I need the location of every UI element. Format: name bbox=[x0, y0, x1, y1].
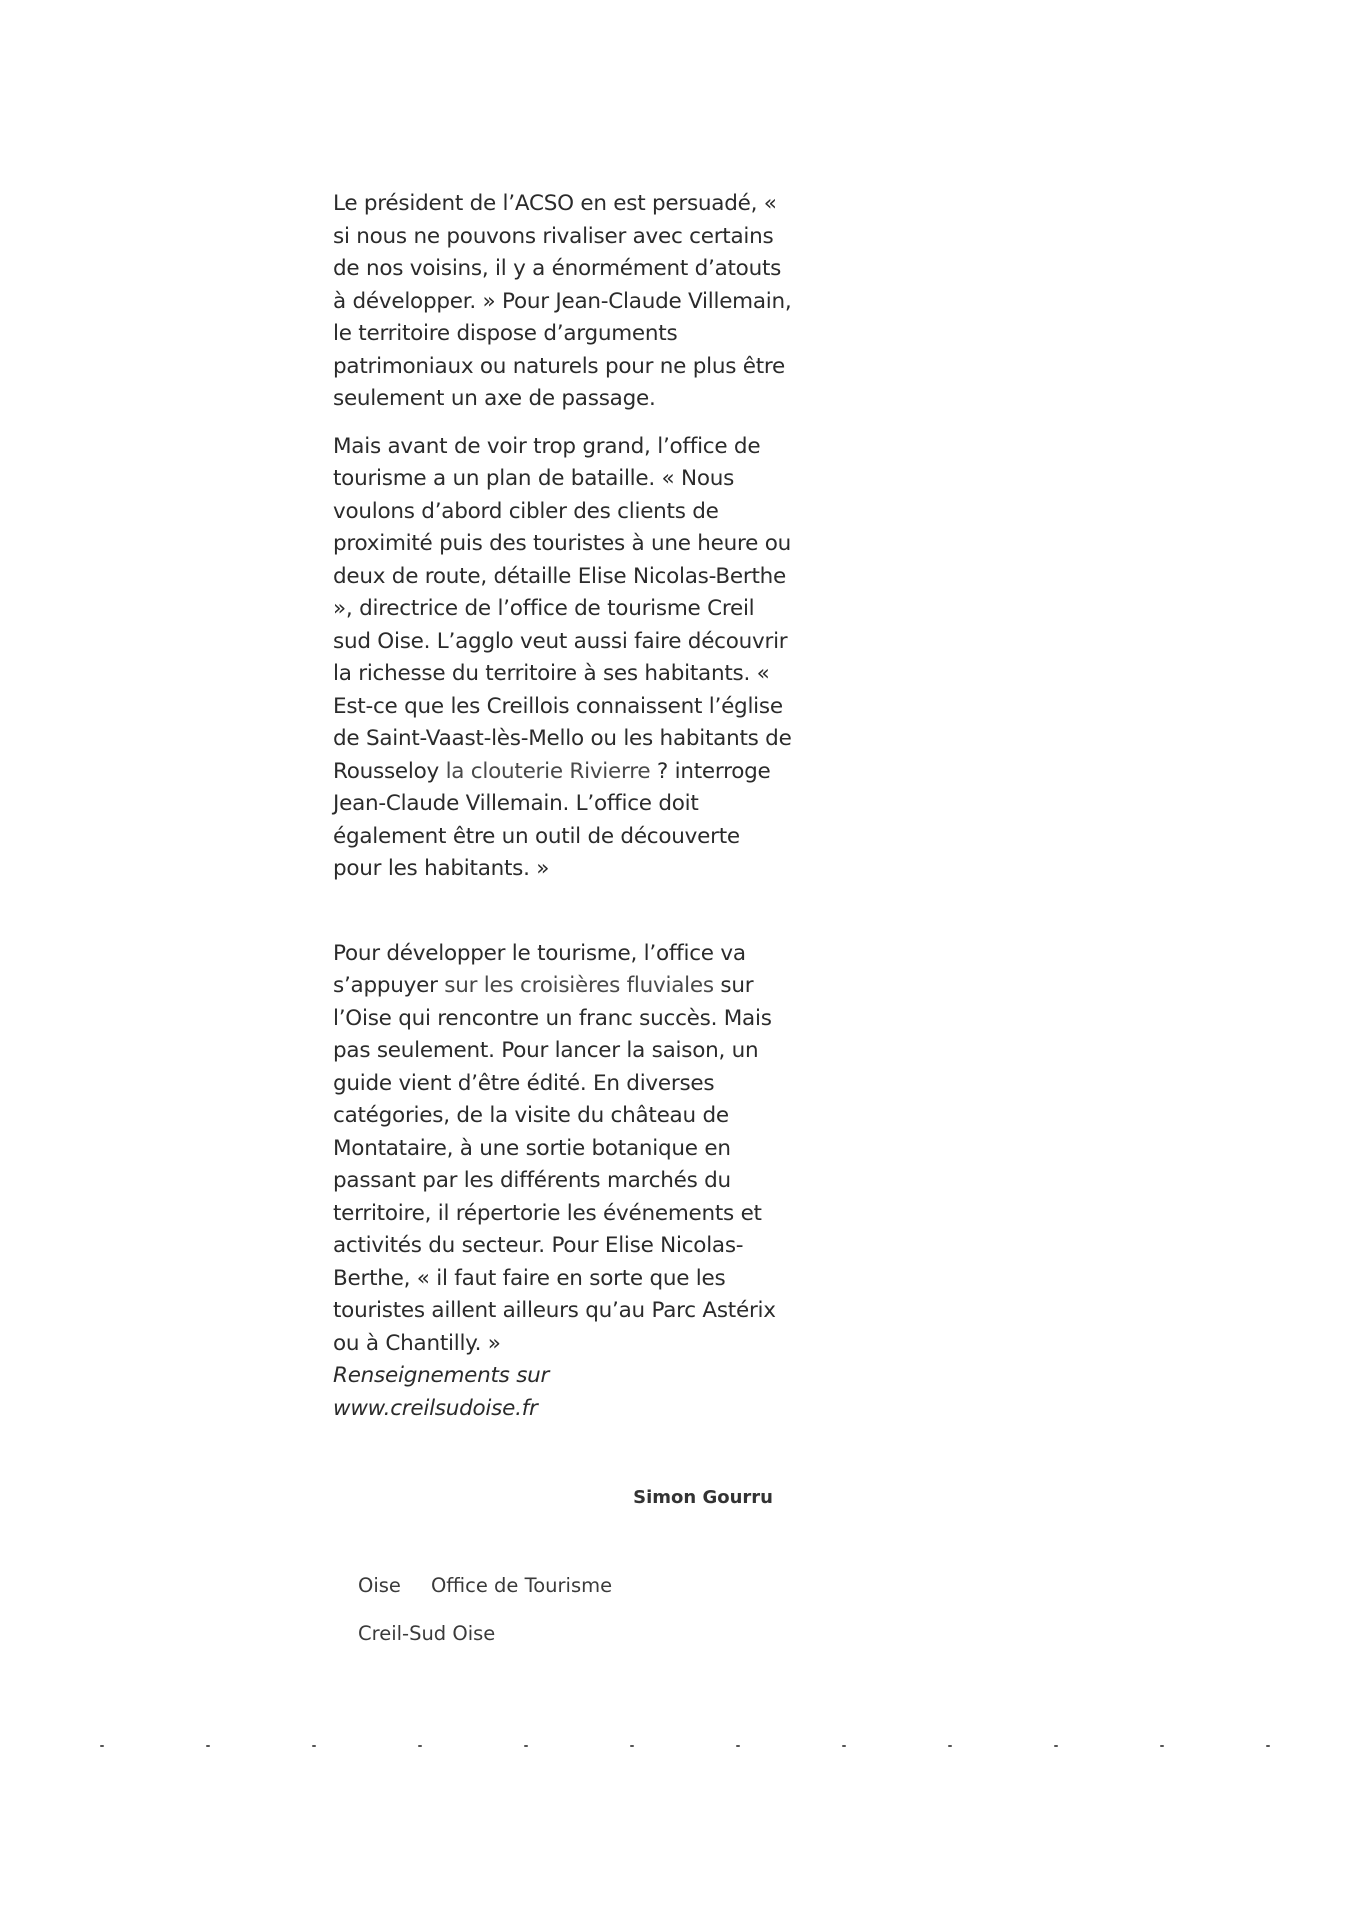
paragraph-plan-text-b: ? interroge Jean-Claude Villemain. L’office doit également être un outil de découverte pour les habitants. » bbox=[333, 758, 771, 881]
tag-list bbox=[358, 1562, 612, 1658]
paragraph-intro: Le président de l’ACSO en est persuadé, « si nous ne pouvons rivaliser avec certains de nos voisins, il y a énormément d’atouts à développer. » Pour Jean-Claude Villemain, le territoire dispose d’arguments patrimoniaux ou naturels pour ne plus être seulement un axe de passage. bbox=[333, 191, 792, 411]
scan-mark bbox=[524, 1745, 528, 1747]
scan-mark bbox=[1160, 1745, 1164, 1747]
paragraph-development-text-b: sur l’Oise qui rencontre un franc succès. Mais pas seulement. Pour lancer la saison, un guide vient d’être édité. En diverses catégories, de la visite du château de Montataire, à une sortie botanique en passant par les différents marchés du territoire, il répertorie les événements et activités du secteur. Pour Elise Nicolas-Berthe, « il faut faire en sorte que les touristes aillent ailleurs qu’au Parc Astérix ou à Chantilly. » bbox=[333, 973, 776, 1356]
scan-mark bbox=[100, 1745, 104, 1747]
renseignements-label: Renseignements sur bbox=[333, 1363, 550, 1388]
scan-mark bbox=[312, 1745, 316, 1747]
scan-mark bbox=[418, 1745, 422, 1747]
scan-mark bbox=[630, 1745, 634, 1747]
paragraph-development bbox=[333, 938, 793, 1361]
paragraph-plan-text-a: Mais avant de voir trop grand, l’office de tourisme a un plan de bataille. « Nous voulons d’abord cibler des clients de proximité puis des touristes à une heure ou deux de route, détaille Elise Nicolas-Berthe », directrice de l’office de tourisme Creil sud Oise. L’agglo veut aussi faire découvrir la richesse du territoire à ses habitants. « Est-ce que les Creillois connaissent l’église de Saint-Vaast-lès-Mello ou les habitants de Rousseloy bbox=[333, 433, 792, 784]
scan-mark bbox=[1266, 1745, 1270, 1747]
clouterie-link[interactable]: la clouterie Rivierre bbox=[445, 758, 651, 784]
croisieres-link[interactable]: sur les croisières fluviales bbox=[444, 973, 714, 998]
scan-mark bbox=[736, 1745, 740, 1747]
website-link[interactable]: www.creilsudoise.fr bbox=[333, 1395, 538, 1421]
footer-scan-marks bbox=[100, 1745, 1270, 1751]
paragraph-development-text-a: Pour développer le tourisme, l’office va s’appuyer bbox=[333, 940, 746, 998]
tag-creil-sud-oise[interactable]: Creil-Sud Oise bbox=[358, 1622, 496, 1645]
author-name: Simon Gourru bbox=[633, 1487, 773, 1508]
tag-oise[interactable]: Oise bbox=[358, 1574, 401, 1597]
scan-mark bbox=[1054, 1745, 1058, 1747]
article-body bbox=[333, 188, 793, 1425]
scan-mark bbox=[206, 1745, 210, 1747]
scan-mark bbox=[948, 1745, 952, 1747]
tag-office-de-tourisme[interactable]: Office de Tourisme bbox=[430, 1574, 613, 1597]
paragraph-plan bbox=[333, 431, 793, 886]
scan-mark bbox=[842, 1745, 846, 1747]
